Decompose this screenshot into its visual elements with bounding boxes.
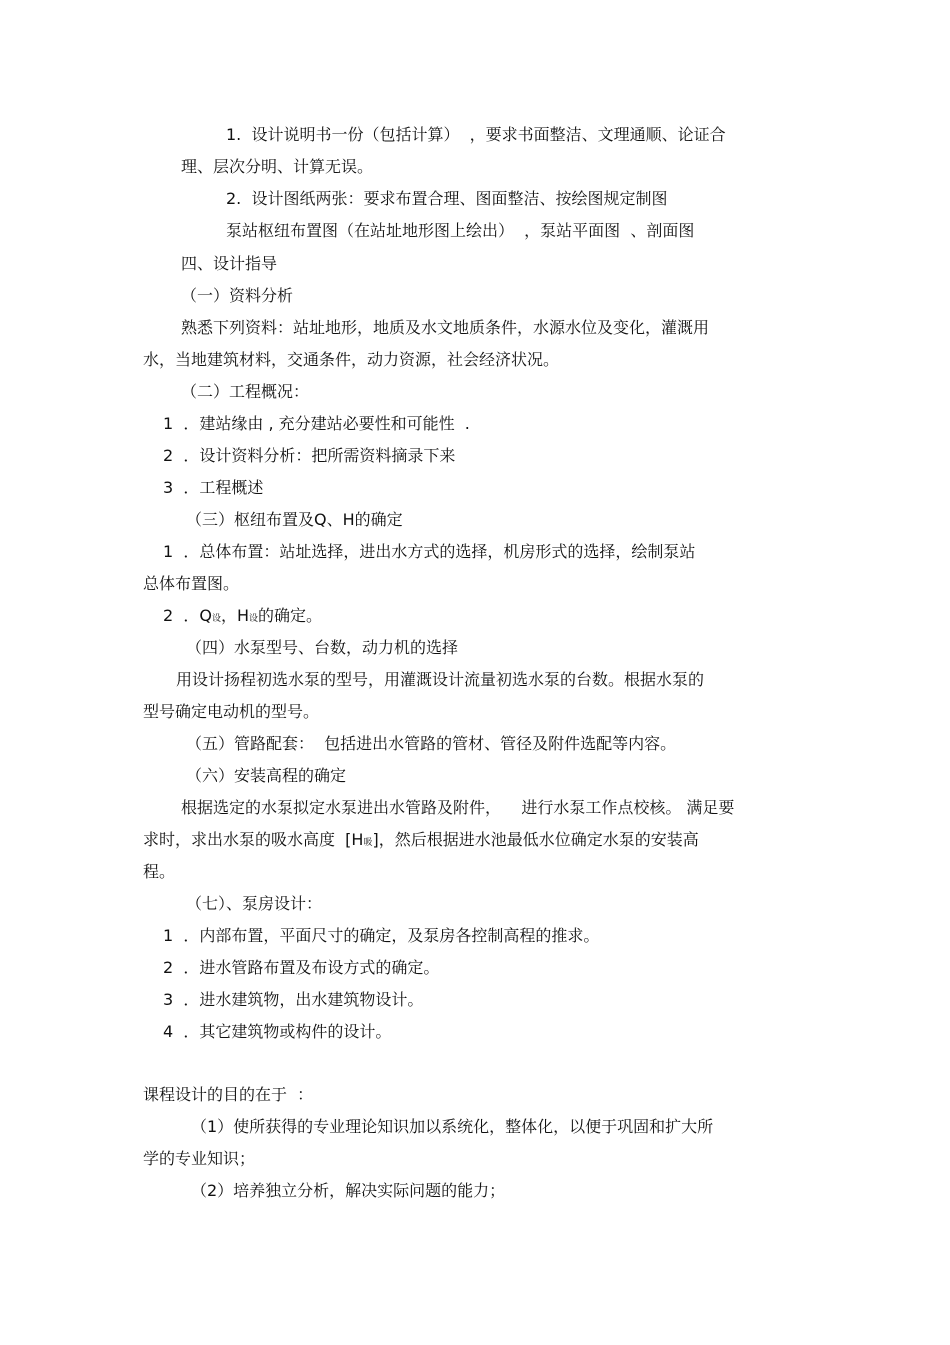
list-item: 2 ．进水管路布置及布设方式的确定。	[163, 958, 440, 977]
list-item: 1 ．内部布置，平面尺寸的确定，及泵房各控制高程的推求。	[163, 926, 600, 945]
text-line: 理、层次分明、计算无误。	[181, 157, 374, 176]
subsection-heading: （七）、泵房设计：	[186, 894, 323, 913]
text-line: 程。	[143, 862, 176, 881]
suction-subscript: 吸	[363, 838, 373, 848]
list-item: 3 ．进水建筑物，出水建筑物设计。	[163, 990, 424, 1009]
section-heading: 四、设计指导	[181, 254, 278, 273]
list-item: 3 ．工程概述	[163, 478, 264, 497]
qh-mid: ，H	[220, 606, 250, 625]
list-item: 1 ．总体布置：站址选择，进出水方式的选择，机房形式的选择，绘制泵站	[163, 542, 696, 561]
qh-subscript: 设	[249, 614, 259, 624]
text-line: 用设计扬程初选水泵的型号，用灌溉设计流量初选水泵的台数。根据水泵的	[176, 670, 705, 689]
text-line: 2. 设计图纸两张：要求布置合理、图面整洁、按绘图规定制图	[226, 189, 668, 208]
text-line: 根据选定的水泵拟定水泵进出水管路及附件， 进行水泵工作点校核。 满足要	[181, 798, 735, 817]
text-line: 1. 设计说明书一份（包括计算） ，要求书面整洁、文理通顺、论证合	[226, 125, 726, 144]
suction-suffix: ]，然后根据进水池最低水位确定水泵的安装高	[372, 830, 699, 849]
suction-prefix: 求时，求出水泵的吸水高度 [H	[143, 830, 364, 849]
subsection-heading: （六）安装高程的确定	[186, 766, 347, 785]
text-line: 熟悉下列资料：站址地形，地质及水文地质条件，水源水位及变化，灌溉用	[181, 318, 710, 337]
qh-suffix: 的确定。	[258, 606, 323, 625]
text-line: 水，当地建筑材料，交通条件，动力资源，社会经济状况。	[143, 350, 560, 369]
text-line: 学的专业知识；	[143, 1149, 256, 1168]
list-item	[163, 605, 322, 630]
list-item: 4 ．其它建筑物或构件的设计。	[163, 1022, 392, 1041]
text-line: 总体布置图。	[143, 574, 240, 593]
qh-prefix: 2 ．Q	[163, 606, 212, 625]
list-item: 1 ．建站缘由 , 充分建站必要性和可能性 .	[163, 414, 470, 433]
list-item: 2 ．设计资料分析：把所需资料摘录下来	[163, 446, 456, 465]
text-line: 泵站枢纽布置图（在站址地形图上绘出） ，泵站平面图 、剖面图	[226, 221, 695, 240]
text-line: 型号确定电动机的型号。	[143, 702, 320, 721]
subsection-heading: （一）资料分析	[181, 286, 294, 305]
text-line: （2）培养独立分析，解决实际问题的能力；	[191, 1181, 506, 1200]
qh-subscript: 设	[211, 614, 221, 624]
text-line: （1）使所获得的专业理论知识加以系统化，整体化，以便于巩固和扩大所	[191, 1117, 714, 1136]
subsection-heading: （二）工程概况：	[181, 382, 310, 401]
subsection-heading: （四）水泵型号、台数，动力机的选择	[186, 638, 459, 657]
subsection-heading: （五）管路配套： 包括进出水管路的管材、管径及附件选配等内容。	[186, 734, 677, 753]
text-line	[143, 829, 699, 854]
subsection-heading: （三）枢纽布置及Q、H的确定	[186, 510, 403, 529]
section-heading: 课程设计的目的在于 ：	[143, 1085, 314, 1104]
